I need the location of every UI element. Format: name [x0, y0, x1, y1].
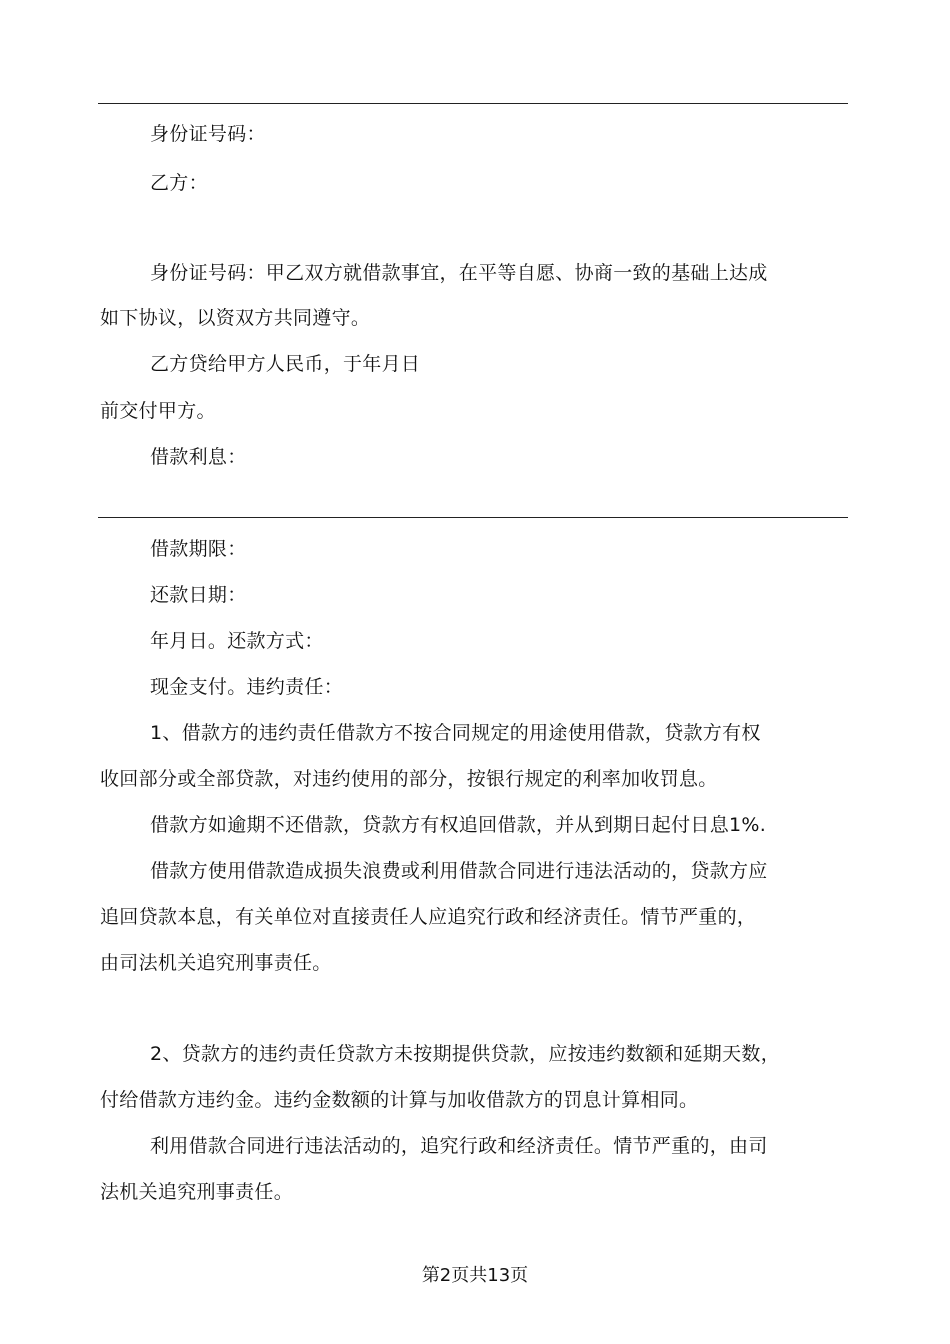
middle-divider [98, 517, 848, 518]
cash-breach: 现金支付。违约责任： [150, 676, 344, 698]
illegal-line-3: 由司法机关追究刑事责任。 [100, 952, 332, 974]
item1-line-1: 1、借款方的违约责任借款方不按合同规定的用途使用借款，贷款方有权 [150, 722, 761, 744]
overdue-line: 借款方如逾期不还借款，贷款方有权追回借款，并从到期日起付日息1%. [150, 814, 767, 836]
id-number-label: 身份证号码： [150, 123, 266, 145]
contract-line-2: 法机关追究刑事责任。 [100, 1181, 294, 1203]
page-number-text: 第2页共13页 [421, 1265, 529, 1286]
top-divider [98, 103, 848, 104]
intro-line-2: 如下协议，以资双方共同遵守。 [100, 307, 371, 329]
repay-date-label: 还款日期： [150, 584, 247, 606]
item1-line-2: 收回部分或全部贷款，对违约使用的部分，按银行规定的利率加收罚息。 [100, 768, 718, 790]
intro-line-1: 身份证号码：甲乙双方就借款事宜，在平等自愿、协商一致的基础上达成 [150, 262, 768, 284]
loan-line-1: 乙方贷给甲方人民币，于年月日 [150, 353, 421, 375]
loan-line-2: 前交付甲方。 [100, 400, 216, 422]
item2-line-2: 付给借款方违约金。违约金数额的计算与加收借款方的罚息计算相同。 [100, 1089, 699, 1111]
item2-line-1: 2、贷款方的违约责任贷款方未按期提供贷款，应按违约数额和延期天数， [150, 1043, 780, 1065]
party-b-label: 乙方： [150, 172, 208, 194]
illegal-line-2: 追回贷款本息，有关单位对直接责任人应追究行政和经济责任。情节严重的， [100, 906, 757, 928]
illegal-line-1: 借款方使用借款造成损失浪费或利用借款合同进行违法活动的，贷款方应 [150, 860, 768, 882]
interest-label: 借款利息： [150, 446, 247, 468]
repay-method: 年月日。还款方式： [150, 630, 324, 652]
term-label: 借款期限： [150, 538, 247, 560]
contract-line-1: 利用借款合同进行违法活动的，追究行政和经济责任。情节严重的，由司 [150, 1135, 768, 1157]
page-footer [0, 1264, 950, 1288]
